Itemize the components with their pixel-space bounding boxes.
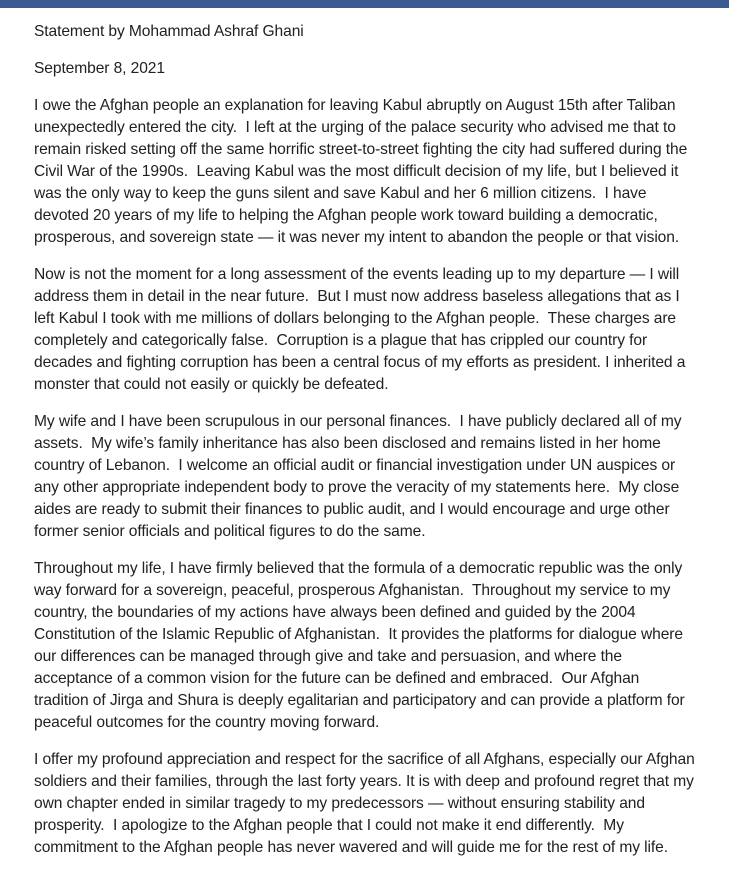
document-title: Statement by Mohammad Ashraf Ghani (34, 23, 304, 40)
top-accent-bar (0, 0, 729, 8)
paragraph-departure-explanation: I owe the Afghan people an explanation for leaving Kabul abruptly on August 15th after Taliban unexpectedly entered the city. I left at the urging of the palace security who advised me that to remain risked setting off the same horrific street-to-street fighting the city had suffered during the Civil War of the 1990s. Leaving Kabul was the most difficult decision of my life, but I believed it was the only way to keep the guns silent and save Kabul and her 6 million citizens. I have devoted 20 years of my life to helping the Afghan people work toward building a democratic, prosperous, and sovereign state — it was never my intent to abandon the people or that vision. (34, 97, 692, 246)
paragraph-appreciation-apology: I offer my profound appreciation and respect for the sacrifice of all Afghans, especially our Afghan soldiers and their families, through the last forty years. It is with deep and profound regret that my own chapter ended in similar tragedy to my predecessors — without ensuring stability and prosperity. I apologize to the Afghan people that I could not make it end differently. My commitment to the Afghan people has never wavered and will guide me for the rest of my life. (34, 751, 699, 856)
paragraph-allegations-response: Now is not the moment for a long assessment of the events leading up to my departure — I will address them in detail in the near future. But I must now address baseless allegations that as I left Kabul I took with me millions of dollars belonging to the Afghan people. These charges are completely and categorically false. Corruption is a plague that has crippled our country for decades and fighting corruption has been a central focus of my efforts as president. I inherited a monster that could not easily or quickly be defeated. (34, 266, 690, 393)
paragraph-personal-finances: My wife and I have been scrupulous in our personal finances. I have publicly declared all of my assets. My wife’s family inheritance has also been disclosed and remains listed in her home country of Lebanon. I welcome an official audit or financial investigation under UN auspices or any other appropriate independent body to prove the veracity of my statements here. My close aides are ready to submit their finances to public audit, and I would encourage and urge other former senior officials and political figures to do the same. (34, 413, 686, 540)
document-date: September 8, 2021 (34, 60, 165, 77)
statement-document (0, 8, 729, 859)
paragraph-democratic-republic: Throughout my life, I have firmly believed that the formula of a democratic republic was the only way forward for a sovereign, peaceful, prosperous Afghanistan. Throughout my service to my country, the boundaries of my actions have always been defined and guided by the 2004 Constitution of the Islamic Republic of Afghanistan. It provides the platforms for dialogue where our differences can be managed through give and take and persuasion, and where the acceptance of a common vision for the future can be defined and embraced. Our Afghan tradition of Jirga and Shura is deeply egalitarian and participatory and can provide a platform for peaceful outcomes for the country moving forward. (34, 560, 689, 731)
